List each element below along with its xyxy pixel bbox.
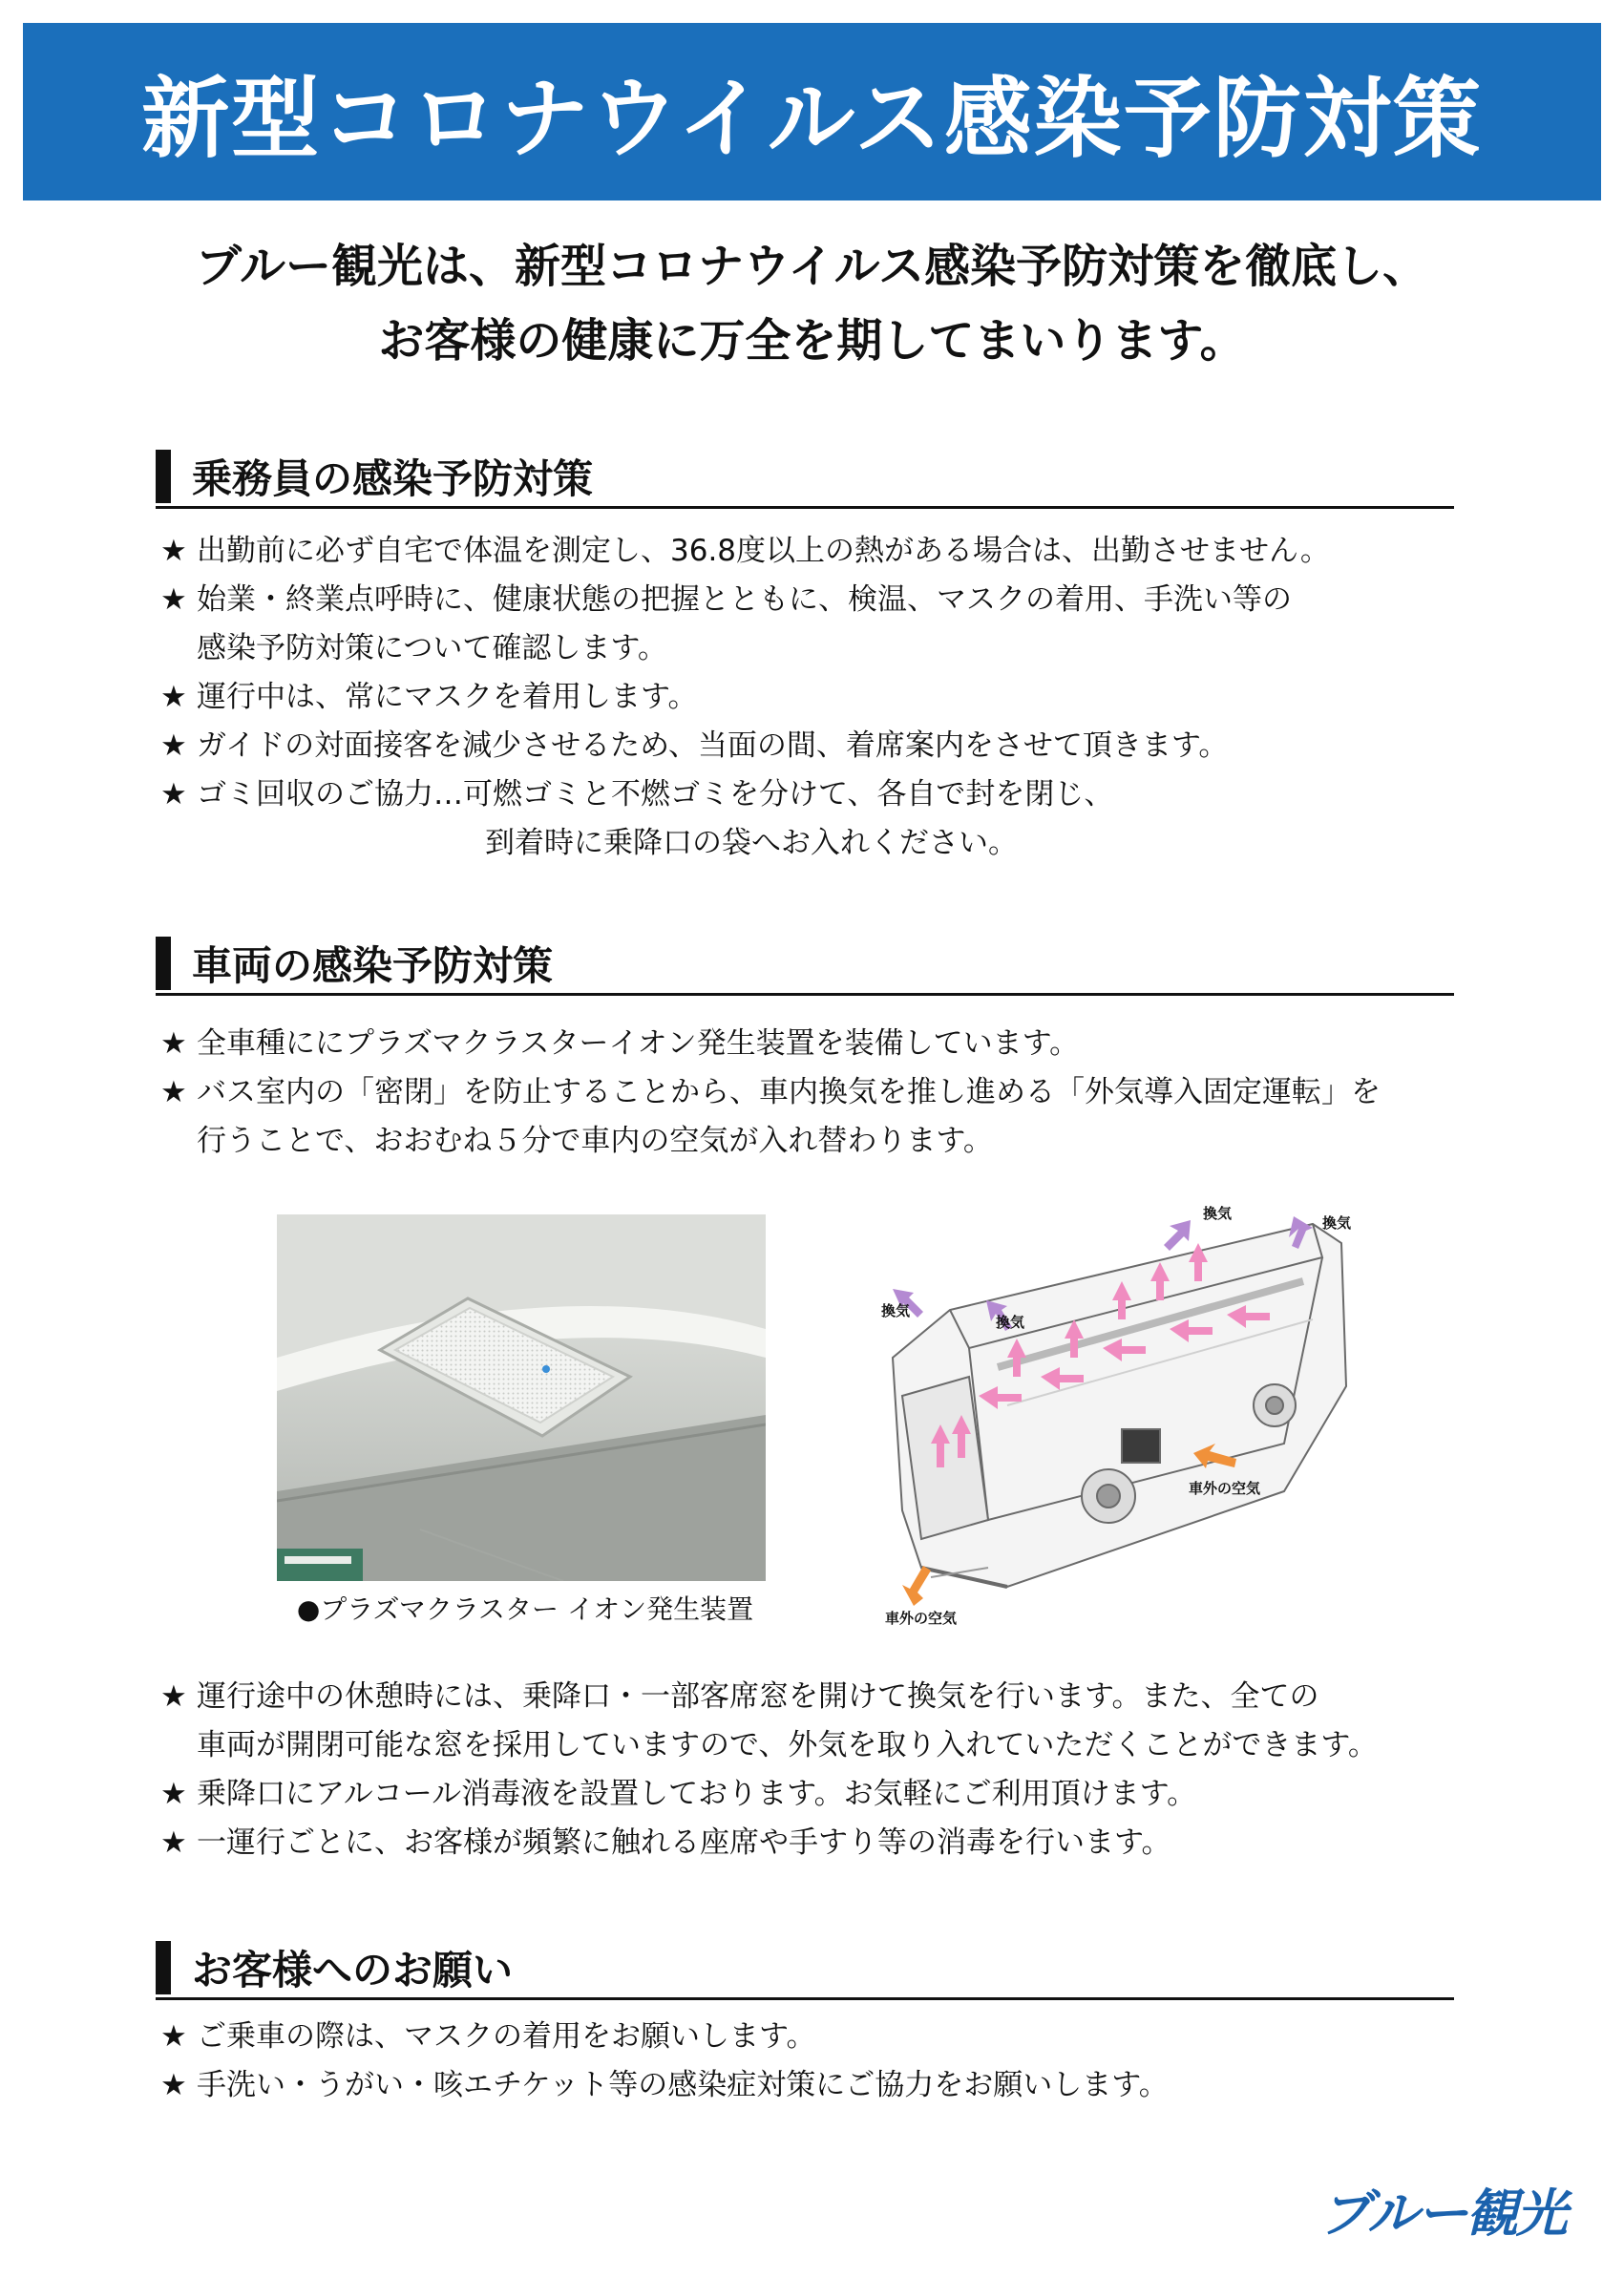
label-outside-air-1: 車外の空気 [1189,1480,1261,1497]
star-icon: ★ [160,777,187,812]
section-bar [156,1941,171,1994]
intro-line-2: お客様の健康に万全を期してまいります。 [378,314,1246,368]
star-icon: ★ [160,1679,187,1714]
section-title-vehicle [156,934,1454,996]
label-outside-air-2: 車外の空気 [885,1610,958,1625]
section-heading-vehicle: 車両の感染予防対策 [192,942,554,989]
star-icon: ★ [160,1026,187,1061]
list-item: ★ ガイドの対面接客を減少させるため、当面の間、着席案内をさせて頂きます。 [160,722,1497,770]
list-item-continuation: 感染予防対策について確認します。 [197,631,667,665]
company-logo: ブルー観光 [1319,2183,1566,2244]
star-icon: ★ [160,680,187,714]
label-exhaust-2: 換気 [996,1314,1025,1331]
list-item: ★ 一運行ごとに、お客様が頻繁に触れる座席や手すり等の消毒を行います。 [160,1819,1497,1867]
label-exhaust-3: 換気 [1203,1205,1233,1222]
star-icon: ★ [160,2068,187,2102]
star-icon: ★ [160,1075,187,1109]
ceiling-illustration [277,1214,766,1581]
section-heading-crew: 乗務員の感染予防対策 [192,455,594,502]
page-title: 新型コロナウイルス感染予防対策 [141,68,1483,170]
list-item: ★ 全車種ににプラズマクラスターイオン発生装置を装備しています。 [160,1020,1497,1068]
list-item: ★ 出勤前に必ず自宅で体温を測定し、36.8度以上の熱がある場合は、出勤させません。 [160,527,1497,576]
list-item: ★ ゴミ回収のご協力…可燃ゴミと不燃ゴミを分けて、各自で封を閉じ、 [160,770,1497,819]
crew-items [160,527,1497,868]
section-title-request [156,1938,1454,2000]
section-heading-request: お客様へのお願い [192,1947,514,1993]
photo-caption: ●プラズマクラスター イオン発生装置 [296,1593,754,1625]
plasmacluster-photo [277,1214,766,1581]
list-item: ★ ご乗車の際は、マスクの着用をお願いします。 [160,2013,1497,2061]
star-icon: ★ [160,2019,187,2054]
list-item: ★ 始業・終業点呼時に、健康状態の把握とともに、検温、マスクの着用、手洗い等の [160,576,1497,624]
bus-body [893,1224,1346,1587]
star-icon: ★ [160,1777,187,1811]
bus-ventilation-diagram [864,1205,1399,1625]
list-item: ★ バス室内の「密閉」を防止することから、車内換気を推し進める「外気導入固定運転」を [160,1068,1497,1117]
list-item-continuation: 行うことで、おおむね５分で車内の空気が入れ替わります。 [197,1124,993,1158]
star-icon: ★ [160,582,187,617]
list-item-continuation: 到着時に乗降口の袋へお入れください。 [485,826,1018,860]
list-item: ★ 運行中は、常にマスクを着用します。 [160,673,1497,722]
star-icon: ★ [160,728,187,763]
star-icon: ★ [160,534,187,568]
vehicle-items-2 [160,1673,1497,1867]
list-item: ★ 手洗い・うがい・咳エチケット等の感染症対策にご協力をお願いします。 [160,2061,1497,2110]
list-item: ★ 運行途中の休憩時には、乗降口・一部客席窓を開けて換気を行います。また、全ての [160,1673,1497,1721]
request-items [160,2013,1497,2110]
vehicle-items [160,1020,1497,1166]
list-item: ★ 乗降口にアルコール消毒液を設置しております。お気軽にご利用頂けます。 [160,1770,1497,1819]
label-exhaust-1: 換気 [881,1302,911,1319]
list-item-continuation: 車両が開閉可能な窓を採用していますので、外気を取り入れていただくことができます。 [197,1728,1378,1762]
section-bar [156,937,171,990]
intro-text [0,229,1624,378]
section-title-crew [156,447,1454,509]
intro-line-1: ブルー観光は、新型コロナウイルス感染予防対策を徹底し、 [195,240,1429,293]
label-exhaust-4: 換気 [1322,1214,1352,1232]
section-bar [156,450,171,503]
title-banner [23,23,1601,200]
star-icon: ★ [160,1825,187,1860]
